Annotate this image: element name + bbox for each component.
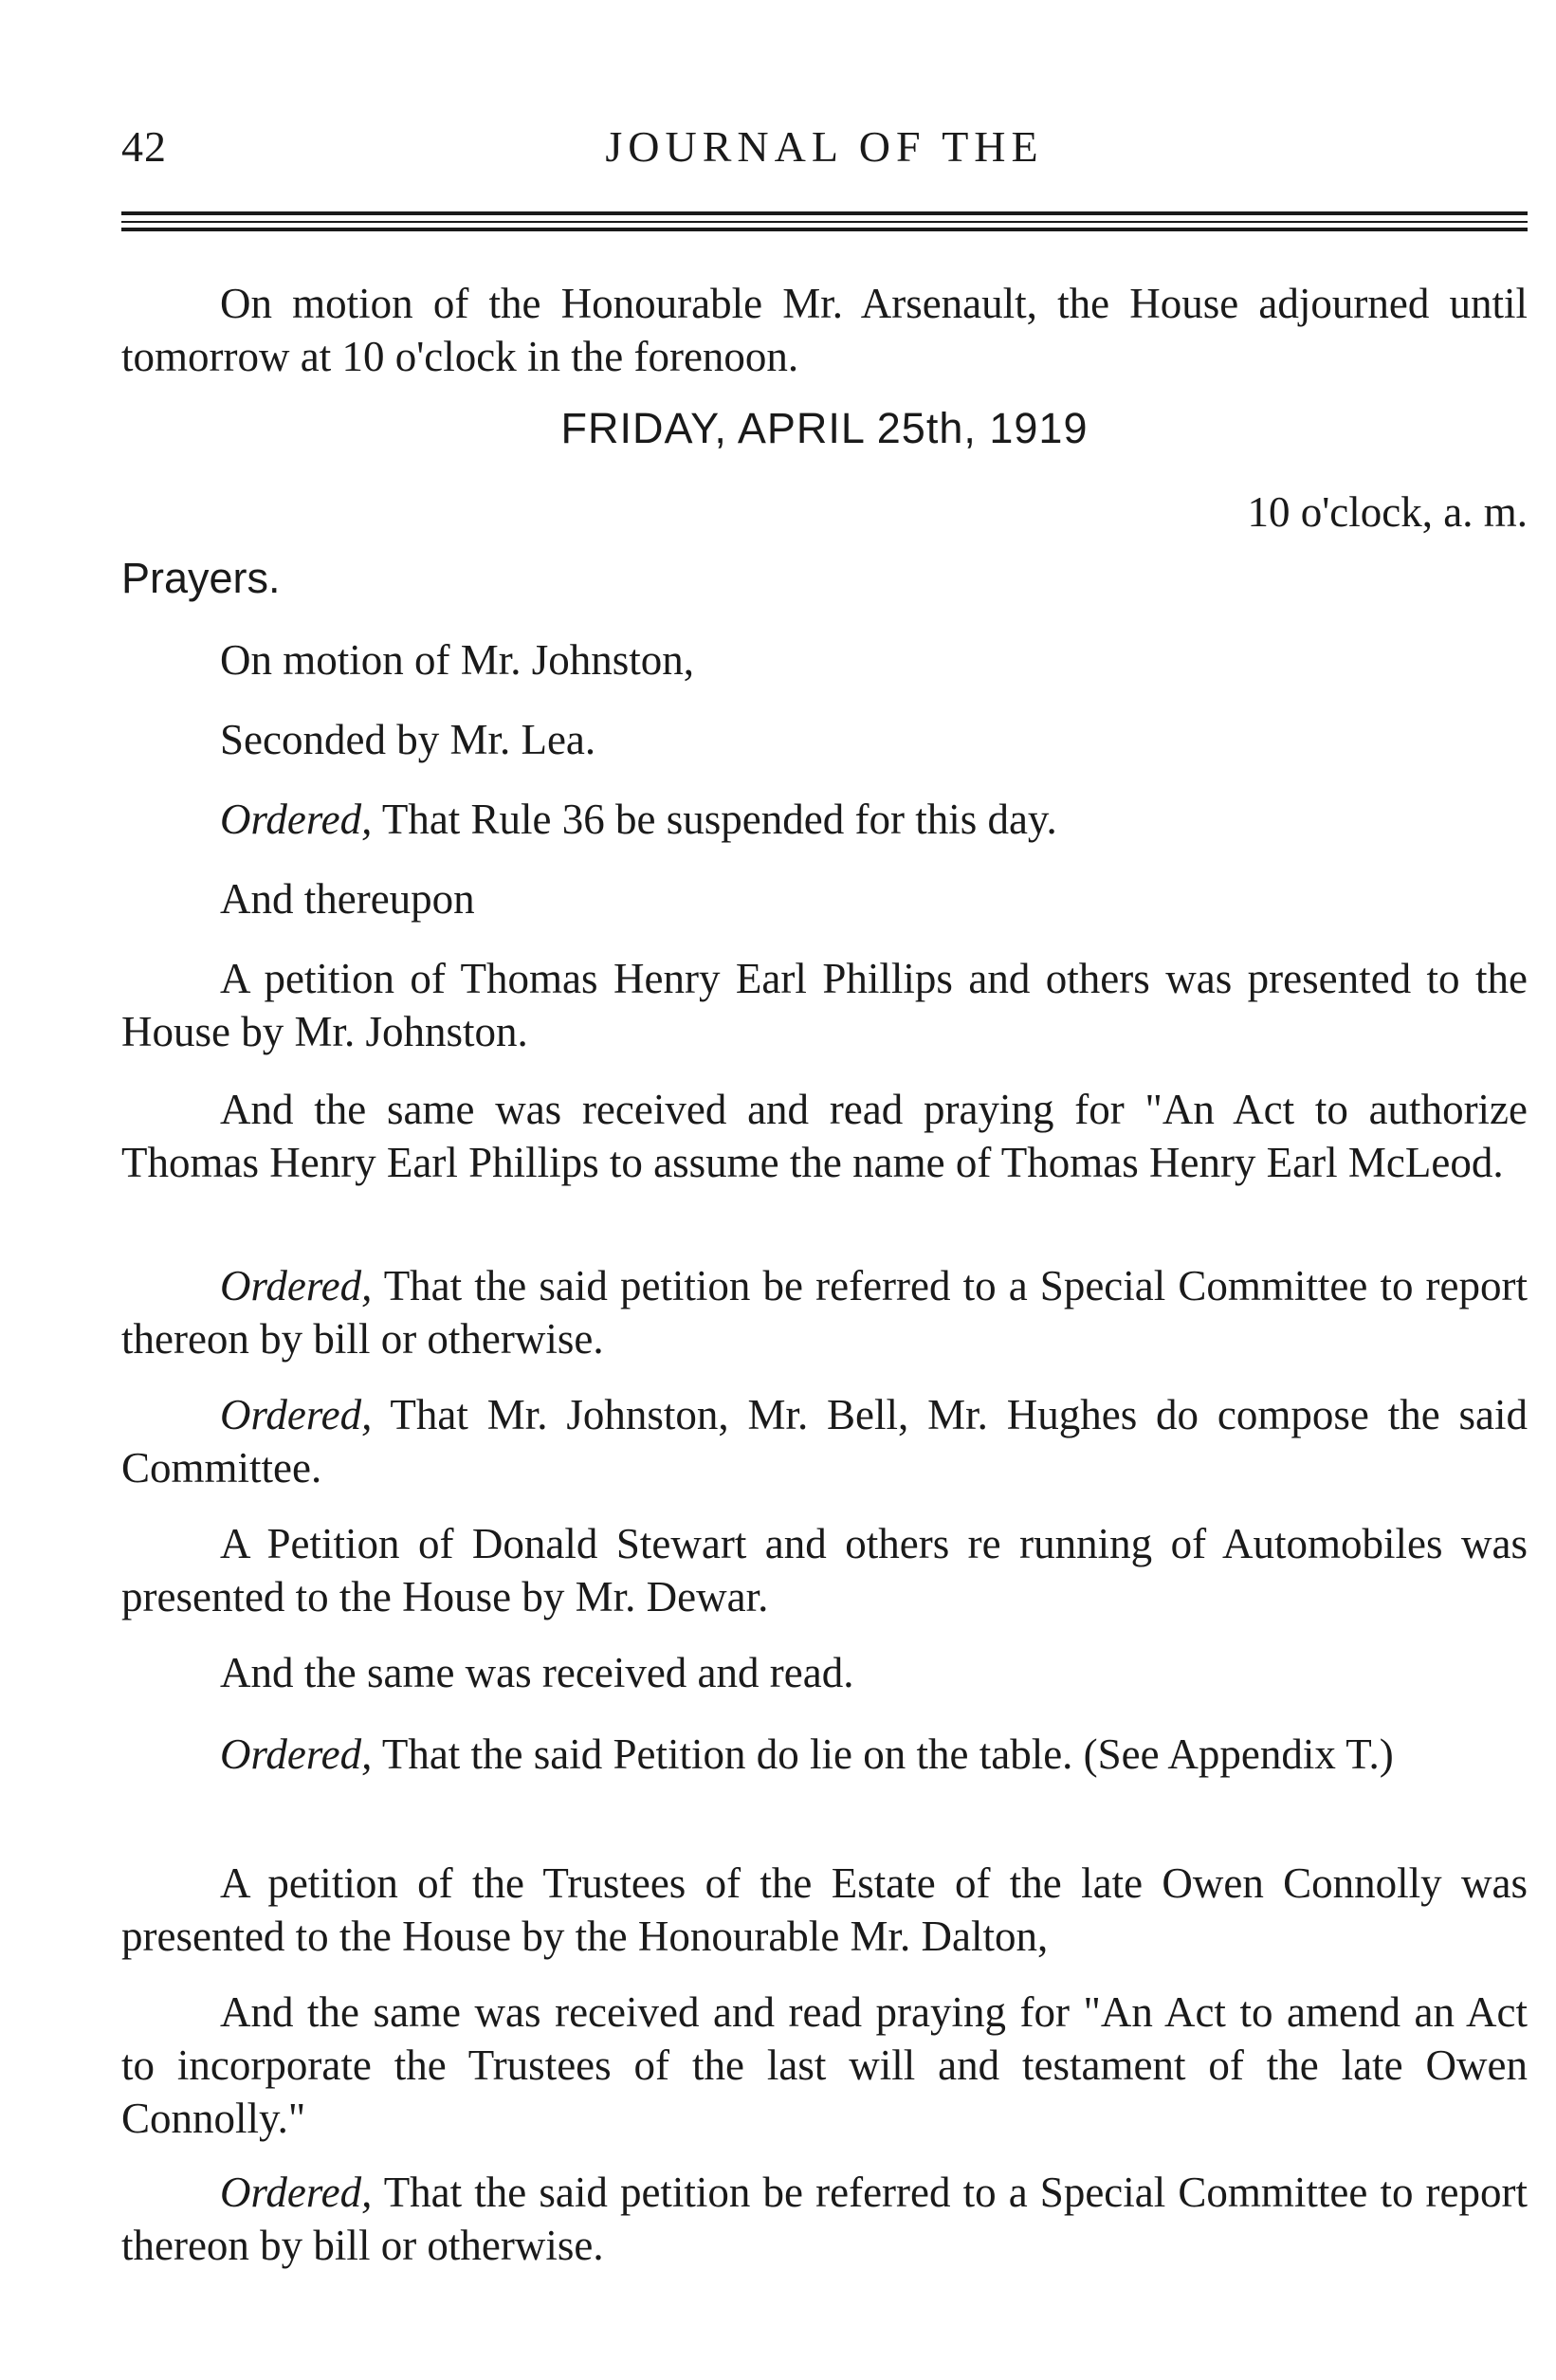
order-text: That Rule 36 be suspended for this day. — [372, 796, 1057, 843]
sitting-time: 10 o'clock, a. m. — [1247, 488, 1528, 536]
ordered-label: Ordered, — [220, 1391, 373, 1438]
adjournment-paragraph: On motion of the Honourable Mr. Arsenault, the House adjourned until tomorrow at 10 o'clock in the forenoon. — [121, 280, 1528, 380]
order-lie-on-table — [121, 1728, 1528, 1781]
page-number: 42 — [121, 122, 167, 171]
order-special-committee-2 — [121, 2166, 1528, 2272]
header-rule-top — [121, 211, 1528, 215]
seconded-line: Seconded by Mr. Lea. — [220, 716, 596, 763]
petition-phillips-read: And the same was received and read praying for "An Act to authorize Thomas Henry Earl Phillips to assume the name of Thomas Henry Earl McLeod. — [121, 1086, 1528, 1186]
ordered-label: Ordered, — [220, 2169, 373, 2216]
petition-connolly-read: And the same was received and read praying for "An Act to amend an Act to incorporate the Trustees of the last will and testament of the late Owen Connolly." — [121, 1988, 1528, 2142]
ordered-label: Ordered, — [220, 1730, 373, 1778]
order-special-committee-1 — [121, 1259, 1528, 1365]
petition-phillips: A petition of Thomas Henry Earl Phillips and others was presented to the House by Mr. Johnston. — [121, 955, 1528, 1055]
motion-line: On motion of Mr. Johnston, — [220, 636, 695, 684]
petition-stewart-read: And the same was received and read. — [220, 1649, 854, 1696]
page-header — [121, 121, 1528, 178]
running-title: JOURNAL OF THE — [605, 122, 1044, 171]
petition-connolly: A petition of the Trustees of the Estate of the late Owen Connolly was presented to the House by the Honourable Mr. Dalton, — [121, 1859, 1528, 1960]
prayers-heading: Prayers. — [121, 554, 281, 602]
order-committee-members — [121, 1388, 1528, 1494]
order-text: That the said Petition do lie on the table. (See Appendix T.) — [372, 1730, 1394, 1778]
order-rule-suspension — [121, 793, 1528, 846]
petition-stewart: A Petition of Donald Stewart and others re running of Automobiles was presented to the House by Mr. Dewar. — [121, 1520, 1528, 1620]
thereupon-line: And thereupon — [220, 875, 475, 923]
order-text: That Mr. Johnston, Mr. Bell, Mr. Hughes do compose the said Committee. — [121, 1391, 1528, 1492]
header-rule-bottom — [121, 228, 1528, 231]
date-heading: FRIDAY, APRIL 25th, 1919 — [560, 404, 1089, 452]
header-rule-middle — [121, 221, 1528, 223]
ordered-label: Ordered, — [220, 796, 373, 843]
order-text: That the said petition be referred to a Special Committee to report thereon by bill or otherwise. — [121, 2169, 1528, 2269]
order-text: That the said petition be referred to a Special Committee to report thereon by bill or otherwise. — [121, 1262, 1528, 1363]
ordered-label: Ordered, — [220, 1262, 373, 1309]
